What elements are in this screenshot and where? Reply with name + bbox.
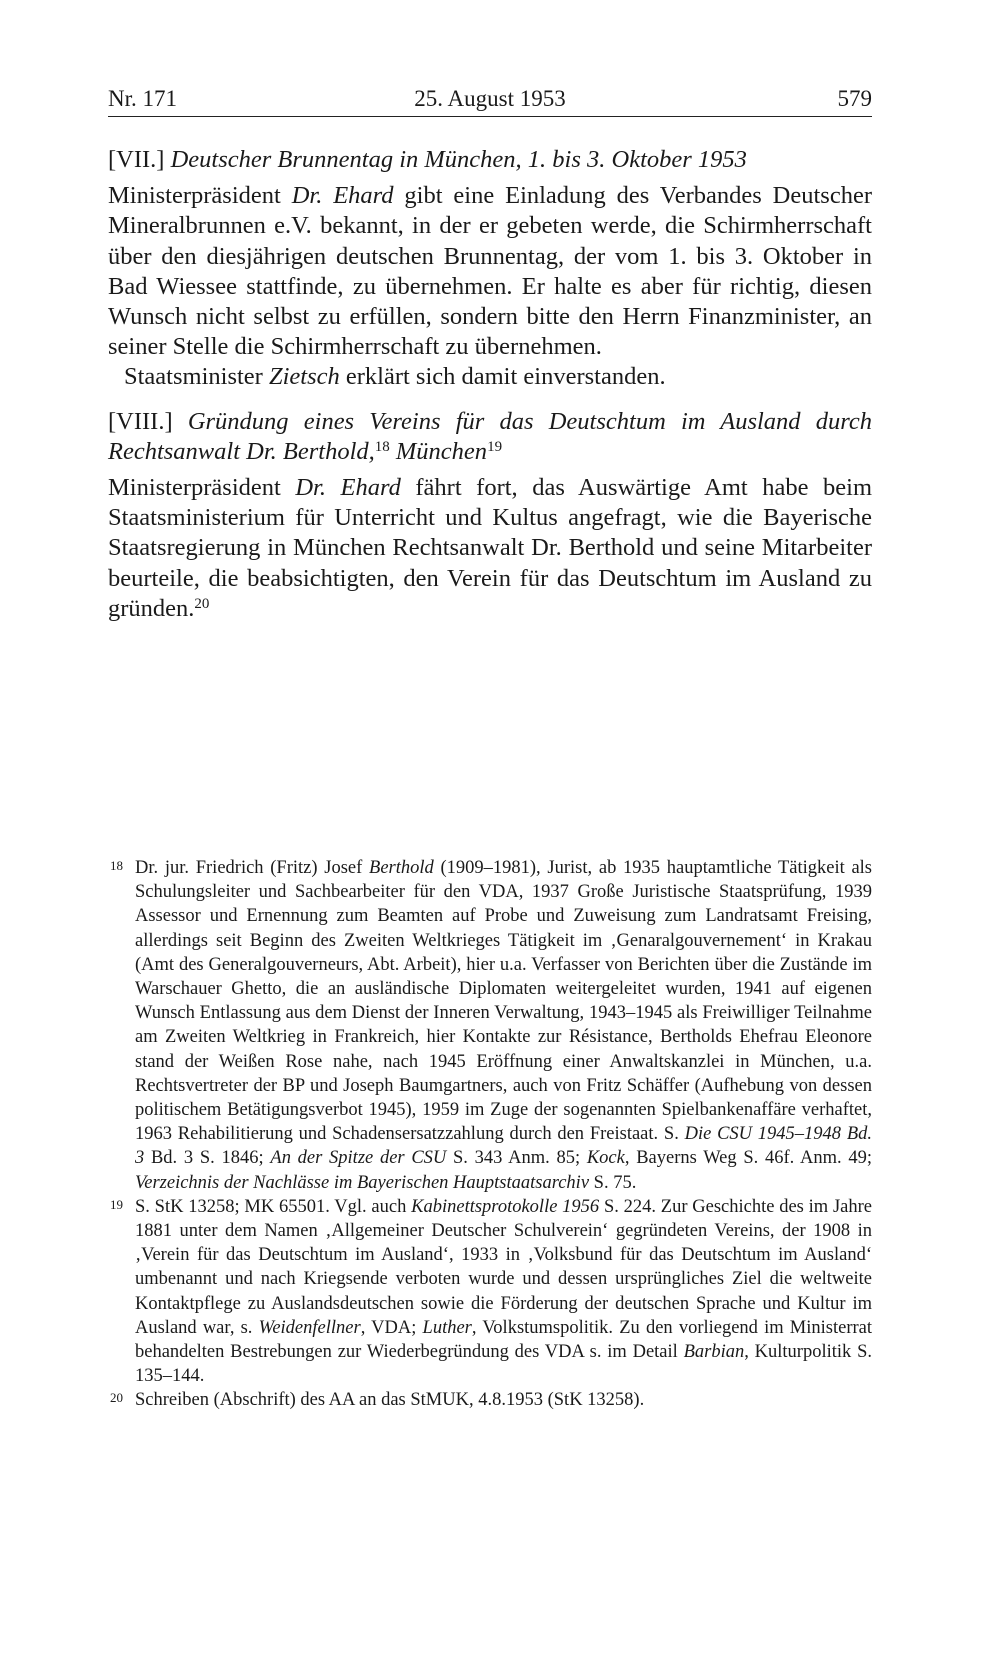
citation-italic: Weidenfellner xyxy=(258,1317,361,1338)
footnote-segment: S. 343 Anm. 85; xyxy=(446,1148,587,1169)
paragraph xyxy=(108,362,872,392)
footnote-segment: S. 224. Zur Geschichte des im Jahre 1881 unter dem Namen ‚Allgemeiner Deutscher Schulverein‘ gegründeten Vereins, der 1908 in ‚Verein für das Deutschtum im Ausland‘, 1933 in ‚Volksbund für das Deutschtum im Ausland‘ umbenannt und nach Kriegsende verboten wurde und dessen ursprüngliches Ziel die weltweite Kontaktpflege zu Auslandsdeutschen sowie die Förderung der deutschen Sprache und Kultur im Ausland war, s. xyxy=(135,1196,872,1338)
footnote-ref[interactable]: 20 xyxy=(194,595,210,612)
footnote-segment: , Kulturpolitik S. 135–144. xyxy=(135,1342,872,1387)
footnote-number: 20 xyxy=(110,1390,123,1406)
paragraph-lead: Ministerpräsident xyxy=(108,474,296,502)
footnote-ref[interactable]: 19 xyxy=(487,438,503,455)
footnote-ref[interactable]: 18 xyxy=(374,438,390,455)
footnote-segment: Bd. 3 S. 1846; xyxy=(144,1148,271,1169)
footnote-text xyxy=(135,858,872,1193)
footnote-segment: , Bayerns Weg S. 46f. Anm. 49; xyxy=(624,1148,872,1169)
citation-italic: Verzeichnis der Nachlässe im Bayerischen Hauptstaatsarchiv xyxy=(135,1172,590,1193)
footnote-18 xyxy=(108,856,872,1195)
footnote-segment: , VDA; xyxy=(360,1317,423,1338)
citation-italic: Die CSU 1945–1948 Bd. 3 xyxy=(135,1124,872,1169)
footnote-text xyxy=(135,1197,872,1386)
footnote-20 xyxy=(108,1388,872,1412)
citation-italic: Luther xyxy=(422,1317,472,1338)
paragraph-lead: Staatsminister xyxy=(124,363,269,391)
document-number: Nr. 171 xyxy=(108,86,177,111)
paragraph-text: fährt fort, das Auswärtige Amt habe beim Staatsministerium für Unterricht und Kultus angefragt, wie die Bayerische Staatsregierung in München Rechtsanwalt Dr. Berthold und seine Mitarbeiter beurteile, die beabsichtigten, den Verein für das Deutschtum im Ausland zu gründen. xyxy=(108,474,872,622)
footnote-text xyxy=(135,1390,644,1410)
citation-italic: Barbian xyxy=(683,1342,745,1363)
footnote-number: 18 xyxy=(110,858,123,873)
session-date: 25. August 1953 xyxy=(414,86,566,111)
page-number: 579 xyxy=(837,86,872,111)
footnote-segment: , Volkstumspolitik. Zu den vorliegend im Ministerrat behandelten Bestrebungen zur Wiederbegründung des VDA s. im Detail xyxy=(135,1317,872,1363)
header-rule xyxy=(108,116,872,117)
footnote-number: 19 xyxy=(110,1196,123,1212)
footnote-19 xyxy=(108,1195,872,1389)
paragraph-lead: Ministerpräsident xyxy=(108,182,292,210)
citation-italic: Kabinettsprotokolle 1956 xyxy=(411,1196,600,1217)
paragraph xyxy=(108,473,872,624)
person-name: Zietsch xyxy=(268,363,340,391)
section-number: [VII.] xyxy=(108,146,165,173)
paragraph xyxy=(108,181,872,362)
section-title xyxy=(108,408,872,465)
footnote-segment: S. 75. xyxy=(589,1172,637,1193)
section-title-part: München xyxy=(389,437,488,465)
footnote-segment: (1909–1981), Jurist, ab 1935 hauptamtliche Tätigkeit als Schulungsleiter und Sachbearbeiter für den VDA, 1937 Große Juristische Staatsprüfung, 1939 Assessor und Ernennung zum Beamten auf Probe und Zuweisung zum Landratsamt Freising, allerdings seit Beginn des Zweiten Weltkrieges Tätigkeit im ‚Genaralgouvernement‘ in Krakau (Amt des Generalgouverneurs, Abt. Arbeit), hier u.a. Verfasser von Berichten über die Zustände im Warschauer Ghetto, die an ausländische Diplomaten weitergeleitet wurden, 1941 auf eigenen Wunsch Entlassung aus dem Dienst der Inneren Verwaltung, 1943–1945 als Freiwilliger Teilnahme am Zweiten Weltkrieg in Frankreich, hier Kontakte zur Résistance, Bertholds Ehefrau Eleonore stand der Weißen Rose nahe, nach 1945 Eröffnung einer Anwaltskanzlei in München, u.a. Rechtsvertreter der BP und Joseph Baumgartners, auch von Fritz Schäffer (Aufhebung von dessen politischem Betätigungsverbot 1945), 1959 im Zuge der sogenannten Spielbankenaffäre verhaftet, 1963 Rehabilitierung und Schadensersatzzahlung durch den Freistaat. S. xyxy=(135,858,873,1145)
paragraph-text: erklärt sich damit einverstanden. xyxy=(339,363,666,391)
footnotes xyxy=(108,856,872,1413)
section-title-part: Gründung eines Vereins für das Deutschtum im Ausland durch Rechtsanwalt Dr. Berthold, xyxy=(108,407,872,465)
section-title: Deutscher Brunnentag in München, 1. bis 3. Oktober 1953 xyxy=(170,146,747,173)
footnote-segment: Schreiben (Abschrift) des AA an das StMUK, 4.8.1953 (StK 13258). xyxy=(135,1390,645,1411)
person-name: Dr. Ehard xyxy=(295,474,401,502)
paragraph-text: gibt eine Einladung des Verbandes Deutscher Mineralbrunnen e.V. bekannt, in der er gebeten werde, die Schirmherrschaft über den diesjährigen deutschen Brunnentag, der vom 1. bis 3. Oktober in Bad Wiessee stattfinde, zu übernehmen. Er halte es aber für richtig, diesen Wunsch nicht selbst zu erfüllen, sondern bitte den Herrn Finanzminister, an seiner Stelle die Schirmherrschaft zu übernehmen. xyxy=(108,182,872,361)
citation-italic: Berthold xyxy=(369,858,434,878)
section-heading-viii xyxy=(108,407,872,467)
running-head xyxy=(108,84,872,114)
section-heading-vii xyxy=(108,145,872,175)
section-number: [VIII.] xyxy=(108,407,173,435)
main-text xyxy=(108,145,872,624)
citation-italic: Kock xyxy=(586,1148,625,1169)
citation-italic: An der Spitze der CSU xyxy=(270,1148,447,1169)
person-name: Dr. Ehard xyxy=(291,182,394,210)
footnote-segment: S. StK 13258; MK 65501. Vgl. auch xyxy=(135,1196,412,1217)
footnote-segment: Dr. jur. Friedrich (Fritz) Josef xyxy=(135,858,370,878)
